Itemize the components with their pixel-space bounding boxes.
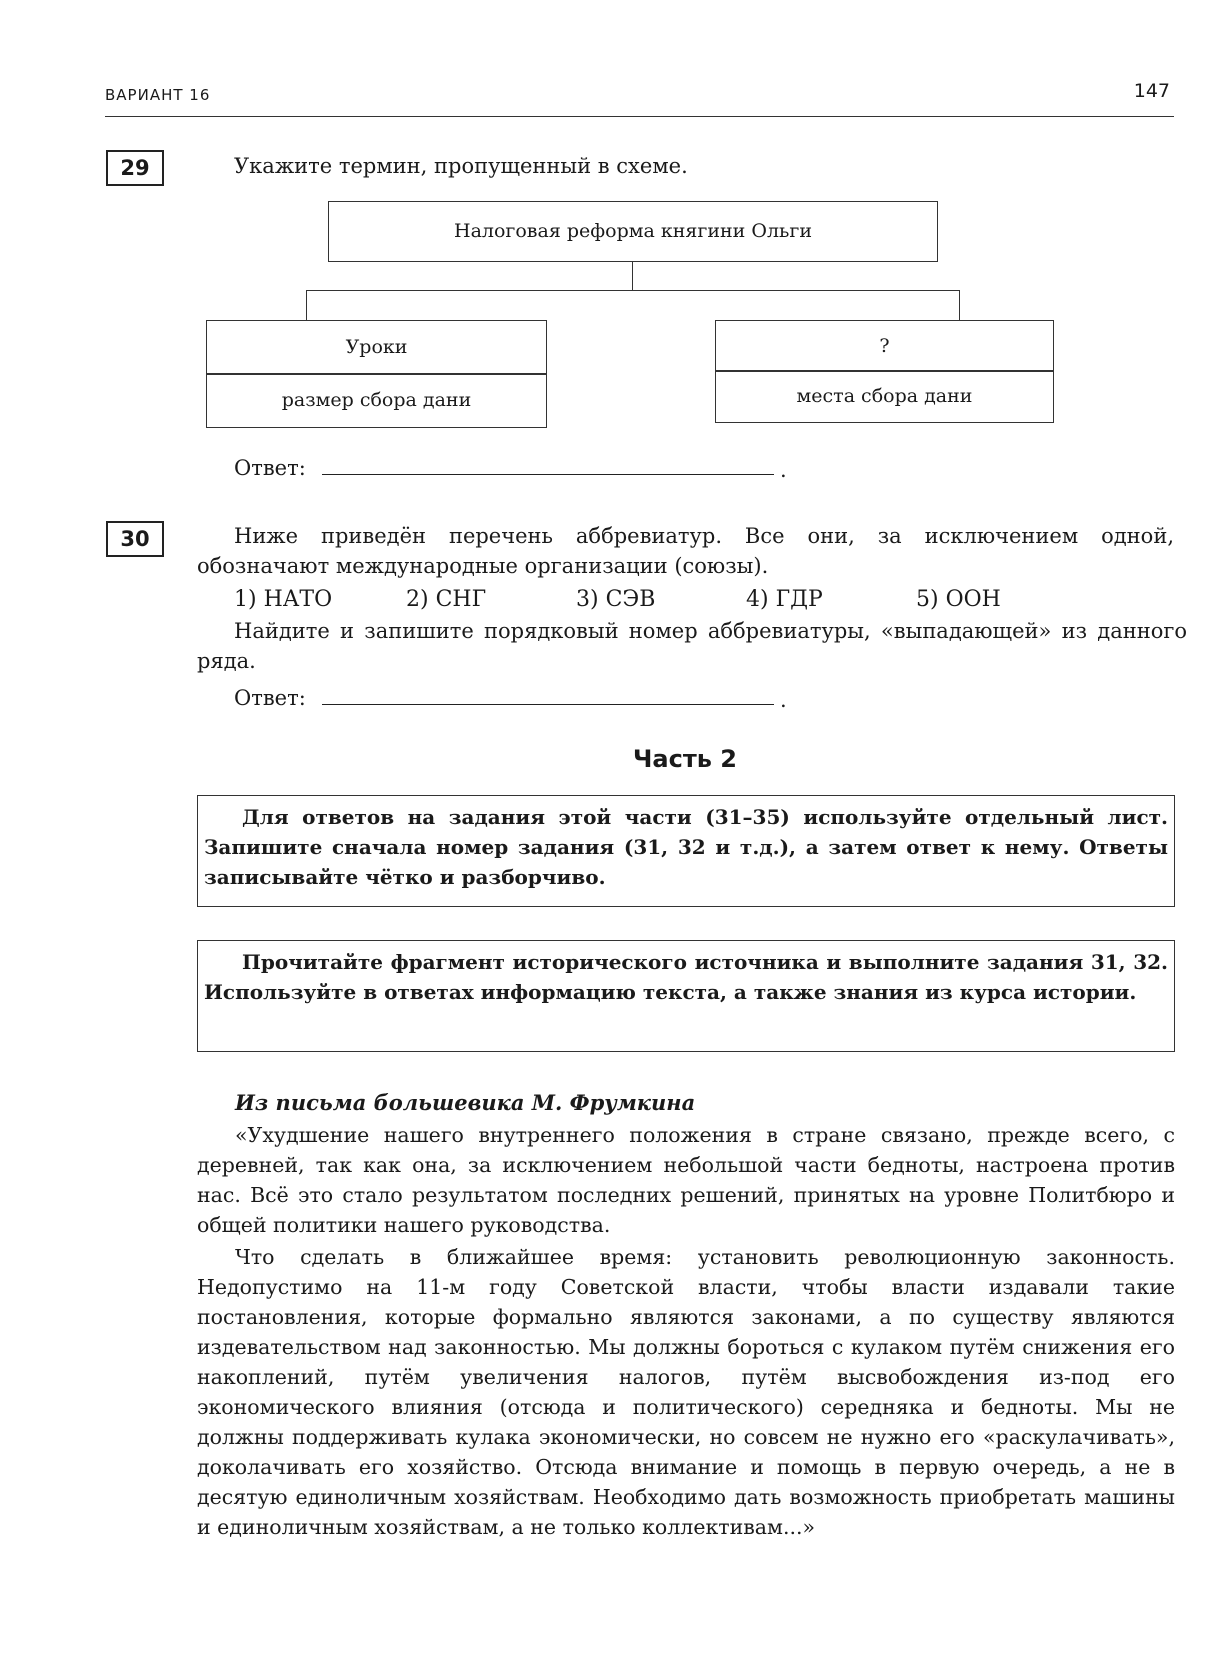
diagram-right-desc-box: места сбора дани — [715, 370, 1054, 423]
header-divider — [105, 116, 1174, 117]
task-30-number: 30 — [106, 521, 164, 557]
option-5: 5) ООН — [916, 587, 1001, 612]
option-3: 3) СЭВ — [576, 587, 656, 612]
source-title: Из письма большевика М. Фрумкина — [235, 1090, 696, 1115]
source-instructions-box: Прочитайте фрагмент исторического источника и выполните задания 31, 32. Используйте в ответах информацию текста, а также знания из курса истории. — [197, 940, 1175, 1052]
source-paragraph-1: «Ухудшение нашего внутреннего положения в стране связано, прежде всего, с деревней, так как она, за исключением небольшой части бедноты, настроена против нас. Всё это стало результатом последних решений, принятых на уровне Политбюро и общей политики нашего руководства. — [197, 1123, 1175, 1237]
option-2: 2) СНГ — [406, 587, 487, 612]
option-4: 4) ГДР — [746, 587, 823, 612]
diagram-connector-right — [959, 290, 960, 320]
source-text — [197, 1120, 1175, 1542]
option-1: 1) НАТО — [234, 587, 333, 612]
task-29-answer-end: . — [780, 458, 787, 482]
diagram-connector-left — [306, 290, 307, 320]
task-30-answer-line[interactable] — [322, 704, 774, 705]
diagram-connector-horizontal — [306, 290, 960, 291]
task-30-question: Найдите и запишите порядковый номер аббревиатуры, «выпадающей» из данного ряда. — [197, 619, 1187, 673]
source-paragraph-2: Что сделать в ближайшее время: установить революционную законность. Недопустимо на 11-м году Советской власти, чтобы власти издавали такие постановления, которые формально являются законами, а по существу являются издевательством над законностью. Мы должны бороться с кулаком путём снижения его накоплений, путём увеличения налогов, путём высвобождения из-под его экономического влияния (отсюда и политического) середняка и бедноты. Мы не должны поддерживать кулака экономически, но совсем не нужно его «раскулачивать», доколачивать его хозяйство. Отсюда внимание и помощь в первую очередь, а не в десятую единоличным хозяйствам. Необходимо дать возможность приобретать машины и единоличным хозяйствам, а не только коллективам...» — [197, 1245, 1175, 1539]
task-29-question: Укажите термин, пропущенный в схеме. — [234, 154, 688, 178]
task-30-options — [234, 585, 1034, 615]
diagram-top-box: Налоговая реформа княгини Ольги — [328, 201, 938, 262]
diagram-connector-vertical — [632, 262, 633, 290]
part-2-heading: Часть 2 — [633, 745, 737, 773]
page-number: 147 — [1133, 80, 1170, 102]
running-header: ВАРИАНТ 16 — [105, 86, 211, 104]
diagram-left-desc-box: размер сбора дани — [206, 373, 547, 428]
part-2-instructions-box: Для ответов на задания этой части (31–35) используйте отдельный лист. Запишите сначала номер задания (31, 32 и т.д.), а затем ответ к нему. Ответы записывайте чётко и разборчиво. — [197, 795, 1175, 907]
task-29-answer-label: Ответ: — [234, 456, 306, 480]
diagram-left-title-box: Уроки — [206, 320, 547, 375]
diagram-right-title-box: ? — [715, 320, 1054, 372]
task-29-number: 29 — [106, 150, 164, 186]
task-30-answer-end: . — [780, 688, 787, 712]
task-30-intro: Ниже приведён перечень аббревиатур. Все они, за исключением одной, обозначают международные организации (союзы). — [197, 524, 1174, 578]
task-29-answer-line[interactable] — [322, 474, 774, 475]
task-30-answer-label: Ответ: — [234, 686, 306, 710]
